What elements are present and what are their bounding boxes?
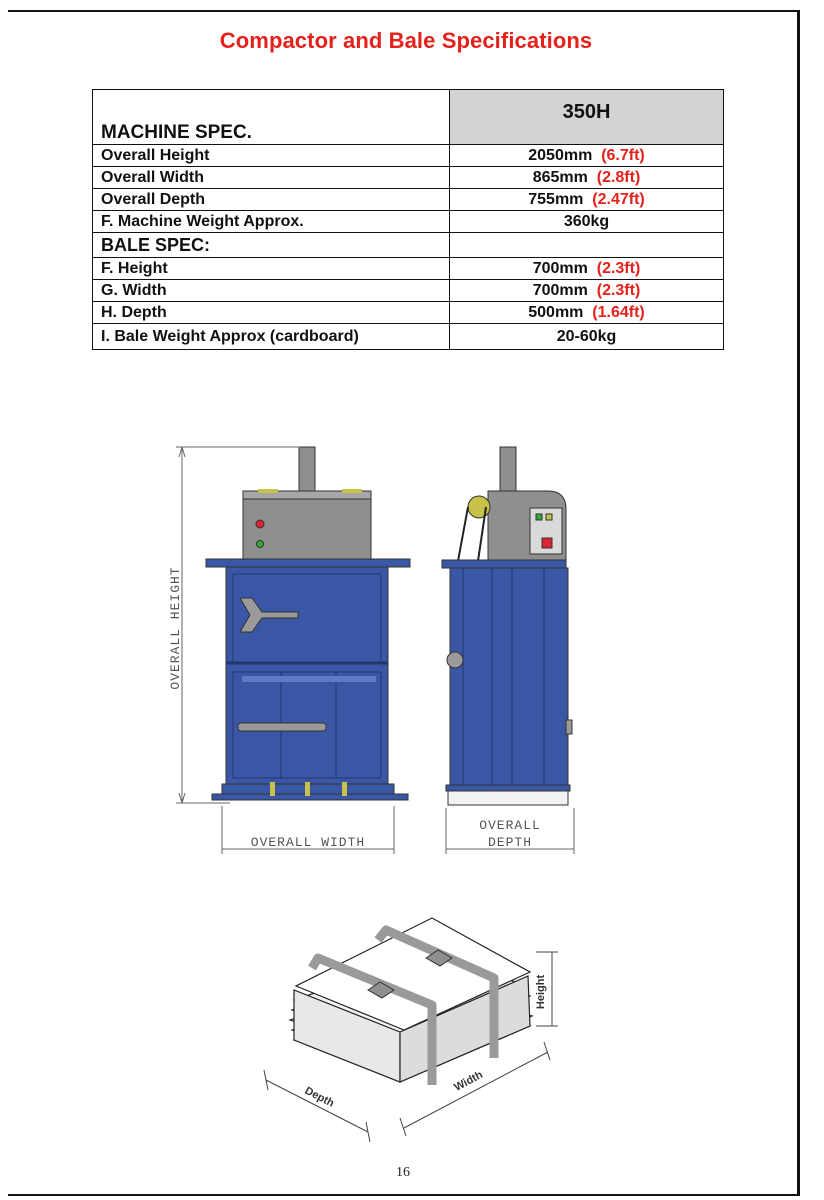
bale-height-label: Height xyxy=(535,974,547,1010)
bale-spec-header: BALE SPEC: xyxy=(93,233,450,258)
overall-depth-label-line2: DEPTH xyxy=(487,835,533,850)
metric-value: 700mm xyxy=(532,259,588,277)
spec-label: Overall Width xyxy=(93,167,450,189)
metric-value: 865mm xyxy=(532,168,588,186)
bale-depth-label: Depth xyxy=(302,1084,336,1110)
spec-label: I. Bale Weight Approx (cardboard) xyxy=(93,324,450,350)
metric-value: 700mm xyxy=(532,281,588,299)
metric-value: 755mm xyxy=(528,190,584,208)
machine-spec-header: MACHINE SPEC. xyxy=(93,90,450,145)
overall-width-label: OVERALL WIDTH xyxy=(250,835,366,850)
imperial-value: (2.8ft) xyxy=(596,168,641,186)
spec-label: F. Height xyxy=(93,258,450,280)
imperial-value: (2.47ft) xyxy=(592,190,645,208)
imperial-value: (6.7ft) xyxy=(601,146,645,164)
spec-label: Overall Depth xyxy=(93,189,450,211)
spec-label: Overall Height xyxy=(93,145,450,167)
page-number: 16 xyxy=(396,1165,410,1180)
spec-label: F. Machine Weight Approx. xyxy=(93,211,450,233)
side-view xyxy=(442,447,572,805)
imperial-value: (2.3ft) xyxy=(596,281,641,299)
metric-value: 2050mm xyxy=(528,146,593,164)
metric-value: 360kg xyxy=(563,212,610,230)
page-title: Compactor and Bale Specifications xyxy=(219,28,593,53)
overall-height-label: OVERALL HEIGHT xyxy=(168,566,183,690)
front-view xyxy=(206,447,410,800)
imperial-value: (1.64ft) xyxy=(592,303,645,321)
spec-label: G. Width xyxy=(93,280,450,302)
metric-value: 500mm xyxy=(528,303,584,321)
metric-value: 20-60kg xyxy=(556,327,617,345)
spec-label: H. Depth xyxy=(93,302,450,324)
model-header: 350H xyxy=(450,90,724,145)
overall-depth-label-line1: OVERALL xyxy=(479,818,541,833)
imperial-value: (2.3ft) xyxy=(596,259,641,277)
bale-width-label: Width xyxy=(452,1068,485,1094)
